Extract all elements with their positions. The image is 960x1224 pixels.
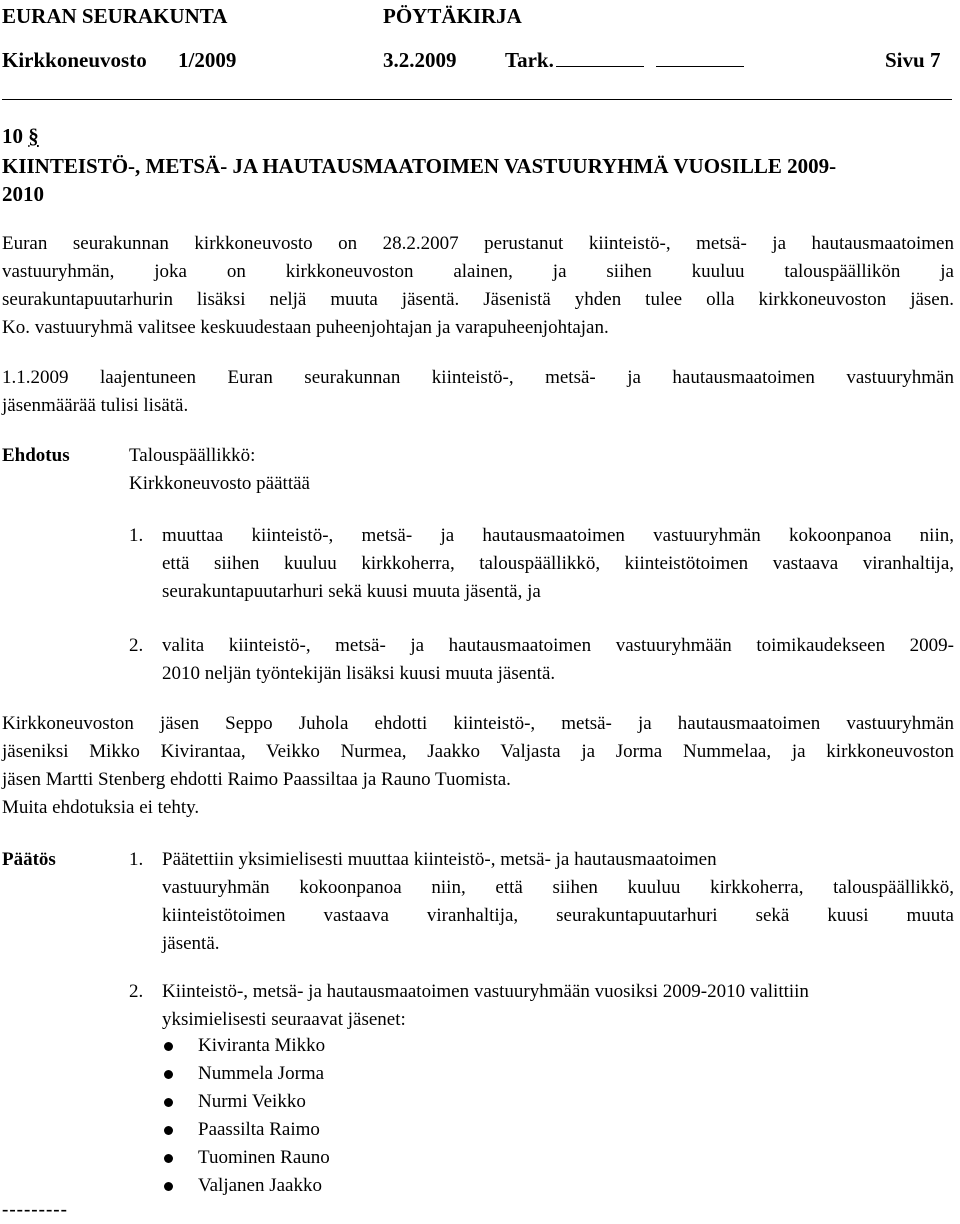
nominations-line-2: jäseniksi Mikko Kivirantaa, Veikko Nurmea, Jaakko Valjasta ja Jorma Nummelaa, ja kirkkoneuvoston — [2, 741, 954, 762]
paragraph-sign: § — [28, 124, 39, 148]
section-number: 10 § — [2, 124, 39, 148]
proposal-label: Ehdotus — [2, 445, 70, 466]
para2-line-2: jäsenmäärää tulisi lisätä. — [2, 395, 189, 416]
section-title-line-2: 2010 — [2, 182, 44, 206]
header-rule — [2, 99, 952, 100]
proposal-item2-line-1: valita kiinteistö-, metsä- ja hautausmaatoimen vastuuryhmään toimikaudekseen 2009- — [162, 635, 954, 656]
proposal-item1-number: 1. — [129, 525, 144, 546]
page-number: Sivu 7 — [885, 48, 941, 72]
bullet-icon — [164, 1070, 173, 1079]
proposal-by: Talouspäällikkö: — [129, 445, 256, 466]
intro-line-4: Ko. vastuuryhmä valitsee keskuudestaan puheenjohtajan ja varapuheenjohtajan. — [2, 317, 609, 338]
nominations-line-3: jäsen Martti Stenberg ehdotti Raimo Paassiltaa ja Rauno Tuomista. — [2, 769, 511, 790]
footer-dashes: --------- — [2, 1199, 68, 1220]
member-list-item: Kiviranta Mikko — [198, 1035, 326, 1056]
decision-label: Päätös — [2, 849, 56, 870]
decision-item2-number: 2. — [129, 981, 144, 1002]
intro-line-3: seurakuntapuutarhurin lisäksi neljä muuta jäsentä. Jäsenistä yhden tulee olla kirkkoneuvoston jäsen. — [2, 289, 954, 310]
bullet-icon — [164, 1182, 173, 1191]
organization-name: EURAN SEURAKUNTA — [2, 4, 228, 28]
nominations-line-1: Kirkkoneuvoston jäsen Seppo Juhola ehdotti kiinteistö-, metsä- ja hautausmaatoimen vastuuryhmän — [2, 713, 954, 734]
meeting-body: Kirkkoneuvosto — [2, 48, 147, 72]
meeting-number: 1/2009 — [178, 48, 237, 72]
check-signature-line-2 — [656, 48, 744, 67]
document-type: PÖYTÄKIRJA — [383, 4, 522, 28]
member-list-item: Nurmi Veikko — [198, 1091, 306, 1112]
nominations-line-4: Muita ehdotuksia ei tehty. — [2, 797, 200, 818]
bullet-icon — [164, 1042, 173, 1051]
decision-item1-line-1: Päätettiin yksimielisesti muuttaa kiinteistö-, metsä- ja hautausmaatoimen — [162, 849, 717, 870]
proposal-item1-line-3: seurakuntapuutarhuri sekä kuusi muuta jäsentä, ja — [162, 581, 541, 602]
bullet-icon — [164, 1154, 173, 1163]
proposal-item2-line-2: 2010 neljän työntekijän lisäksi kuusi muuta jäsentä. — [162, 663, 556, 684]
proposal-item1-line-1: muuttaa kiinteistö-, metsä- ja hautausmaatoimen vastuuryhmän kokoonpanoa niin, — [162, 525, 954, 546]
decision-item2-line-2: yksimielisesti seuraavat jäsenet: — [162, 1009, 406, 1030]
proposal-item1-line-2: että siihen kuuluu kirkkoherra, talouspäällikkö, kiinteistötoimen vastaava viranhaltija, — [162, 553, 954, 574]
meeting-date: 3.2.2009 — [383, 48, 457, 72]
check-label: Tark. — [505, 48, 744, 73]
decision-item1-number: 1. — [129, 849, 144, 870]
bullet-icon — [164, 1126, 173, 1135]
para2-line-1: 1.1.2009 laajentuneen Euran seurakunnan kiinteistö-, metsä- ja hautausmaatoimen vastuuryhmän — [2, 367, 954, 388]
proposal-decides: Kirkkoneuvosto päättää — [129, 473, 310, 494]
decision-item2-line-1: Kiinteistö-, metsä- ja hautausmaatoimen vastuuryhmään vuosiksi 2009-2010 valittiin — [162, 981, 809, 1002]
member-list-item: Paassilta Raimo — [198, 1119, 320, 1140]
intro-line-1: Euran seurakunnan kirkkoneuvosto on 28.2.2007 perustanut kiinteistö-, metsä- ja hautausmaatoimen — [2, 233, 954, 254]
decision-item1-line-3: kiinteistötoimen vastaava viranhaltija, seurakuntapuutarhuri sekä kuusi muuta — [162, 905, 954, 926]
member-list-item: Tuominen Rauno — [198, 1147, 330, 1168]
member-list-item: Nummela Jorma — [198, 1063, 325, 1084]
decision-item1-line-2: vastuuryhmän kokoonpanoa niin, että siihen kuuluu kirkkoherra, talouspäällikkö, — [162, 877, 954, 898]
intro-line-2: vastuuryhmän, joka on kirkkoneuvoston alainen, ja siihen kuuluu talouspäällikön ja — [2, 261, 954, 282]
decision-item1-line-4: jäsentä. — [162, 933, 220, 954]
bullet-icon — [164, 1098, 173, 1107]
section-title-line-1: KIINTEISTÖ-, METSÄ- JA HAUTAUSMAATOIMEN VASTUURYHMÄ VUOSILLE 2009- — [2, 154, 837, 178]
check-signature-line-1 — [556, 48, 644, 67]
proposal-item2-number: 2. — [129, 635, 144, 656]
member-list-item: Valjanen Jaakko — [198, 1175, 322, 1196]
